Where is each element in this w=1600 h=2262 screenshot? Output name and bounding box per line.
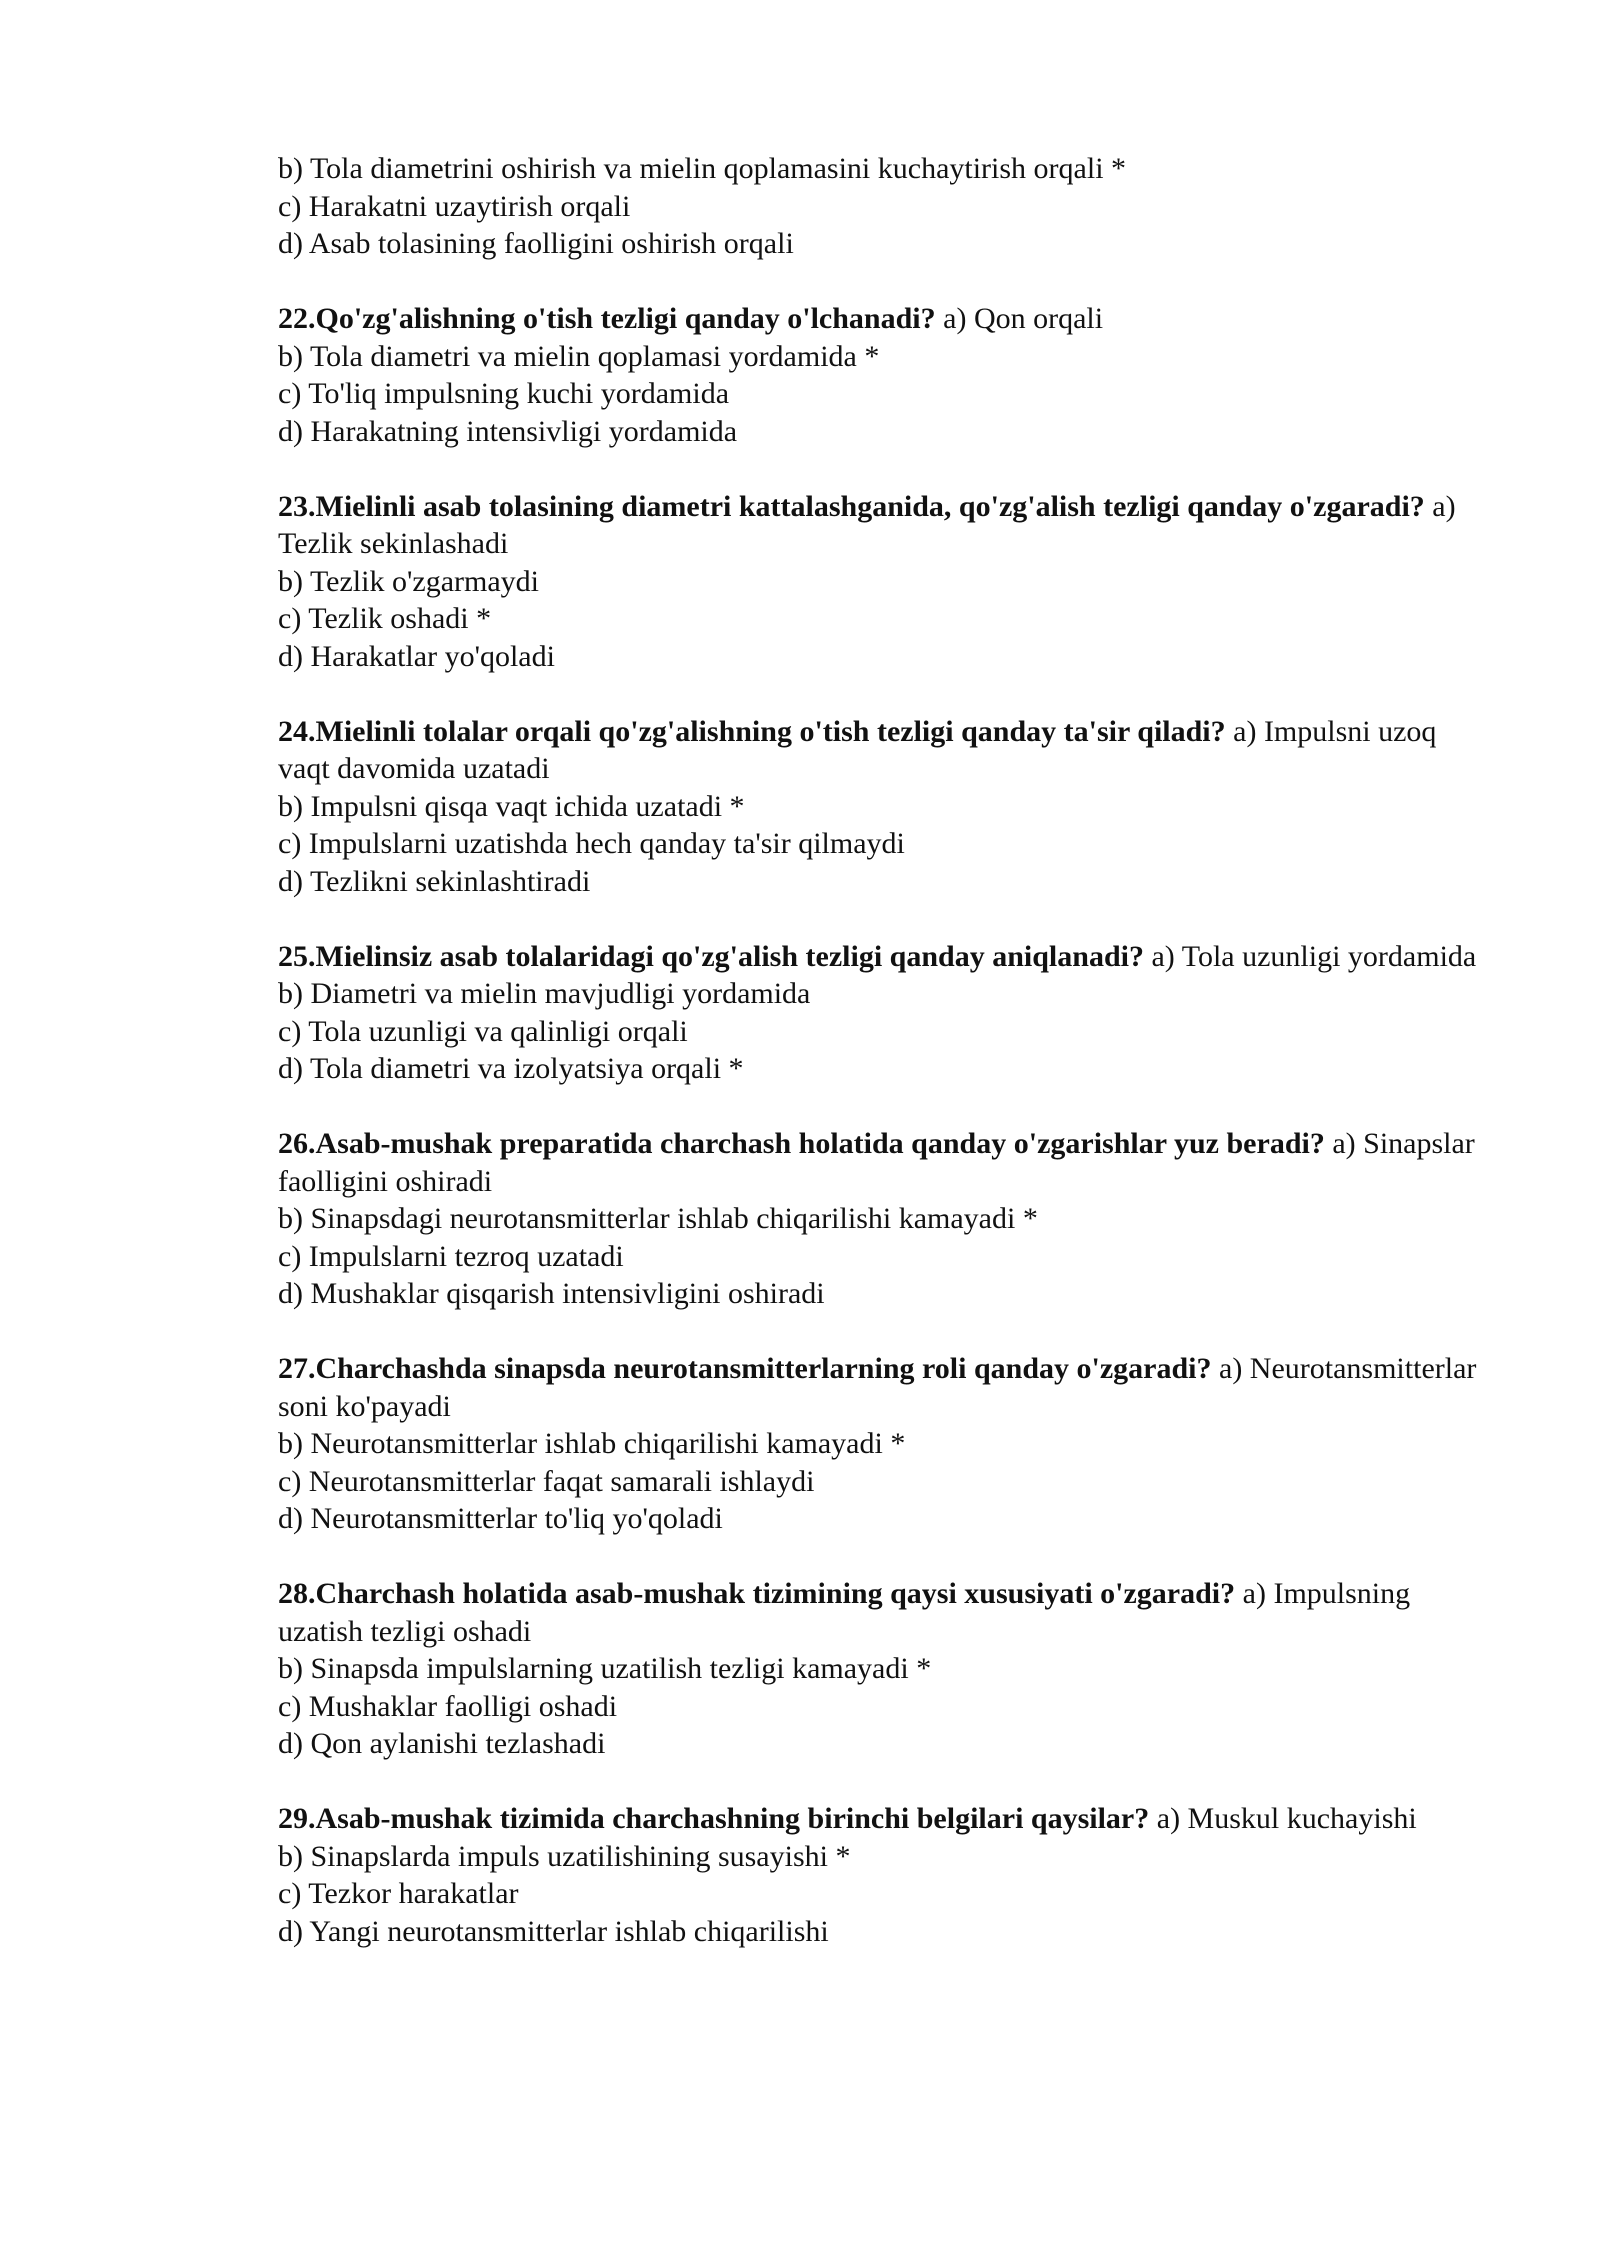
option-a: a) Qon orqali xyxy=(943,302,1104,335)
option-d: d) Harakatning intensivligi yordamida xyxy=(278,414,738,448)
option-a: a) Neurotansmitterlar soni ko'payadi xyxy=(278,1352,1477,1423)
question-stem xyxy=(278,1350,1478,1425)
question-text: Asab-mushak preparatida charchash holatida qanday o'zgarishlar yuz beradi? xyxy=(315,1127,1325,1160)
question-24 xyxy=(278,713,1478,901)
question-stem xyxy=(278,1125,1478,1200)
question-text: Mielinsiz asab tolalaridagi qo'zg'alish tezligi qanday aniqlanadi? xyxy=(315,939,1144,973)
question-27 xyxy=(278,1350,1478,1538)
option-a: a) Impulsning uzatish tezligi oshadi xyxy=(278,1577,1411,1648)
option-b: b) Sinapsda impulslarning uzatilish tezligi kamayadi * xyxy=(278,1652,932,1685)
option-d: d) Harakatlar yo'qoladi xyxy=(278,639,555,673)
question-25 xyxy=(278,938,1478,1088)
option-c: c) Impulslarni uzatishda hech qanday ta'sir qilmaydi xyxy=(278,827,905,860)
option-c: c) Mushaklar faolligi oshadi xyxy=(278,1689,618,1723)
question-number: 25. xyxy=(278,939,316,973)
option-b: b) Neurotansmitterlar ishlab chiqarilishi kamayadi * xyxy=(278,1427,906,1460)
question-number: 24. xyxy=(278,714,316,748)
question-stem xyxy=(278,713,1478,788)
question-number: 28. xyxy=(278,1577,316,1610)
option-b: b) Sinapslarda impuls uzatilishining susayishi * xyxy=(278,1839,851,1873)
option-c: c) Harakatni uzaytirish orqali xyxy=(278,189,631,223)
question-22 xyxy=(278,300,1478,450)
option-b: b) Sinapsdagi neurotansmitterlar ishlab chiqarilishi kamayadi * xyxy=(278,1202,1038,1235)
question-number: 27. xyxy=(278,1352,316,1385)
question-text: Charchash holatida asab-mushak tizimining qaysi xususiyati o'zgaradi? xyxy=(315,1577,1236,1610)
option-a: a) Tezlik sekinlashadi xyxy=(278,489,1456,560)
option-c: c) Tezlik oshadi * xyxy=(278,602,492,635)
option-a: a) Muskul kuchayishi xyxy=(1156,1802,1417,1835)
option-d: d) Yangi neurotansmitterlar ishlab chiqarilishi xyxy=(278,1914,829,1948)
option-d: d) Mushaklar qisqarish intensivligini oshiradi xyxy=(278,1277,825,1310)
question-23 xyxy=(278,488,1478,676)
question-number: 22. xyxy=(278,302,316,335)
option-a: a) Tola uzunligi yordamida xyxy=(1151,939,1477,973)
question-stem xyxy=(278,1800,1478,1838)
document-page xyxy=(278,150,1478,1950)
option-b: b) Tezlik o'zgarmaydi xyxy=(278,564,539,598)
option-b: b) Diametri va mielin mavjudligi yordamida xyxy=(278,977,811,1010)
question-text: Charchashda sinapsda neurotansmitterlarning roli qanday o'zgaradi? xyxy=(315,1352,1212,1385)
question-text: Mielinli tolalar orqali qo'zg'alishning o'tish tezligi qanday ta'sir qiladi? xyxy=(315,714,1226,748)
question-number: 26. xyxy=(278,1127,316,1160)
option-b: b) Tola diametrini oshirish va mielin qoplamasini kuchaytirish orqali * xyxy=(278,152,1127,185)
question-stem xyxy=(278,300,1478,338)
question-stem xyxy=(278,938,1478,976)
question-29 xyxy=(278,1800,1478,1950)
option-d: d) Qon aylanishi tezlashadi xyxy=(278,1727,606,1760)
option-d: d) Tola diametri va izolyatsiya orqali * xyxy=(278,1052,744,1085)
option-a: a) Impulsni uzoq vaqt davomida uzatadi xyxy=(278,714,1437,785)
question-text: Mielinli asab tolasining diametri kattalashganida, qo'zg'alish tezligi qanday o'zgaradi? xyxy=(315,489,1425,523)
question-26 xyxy=(278,1125,1478,1313)
option-b: b) Tola diametri va mielin qoplamasi yordamida * xyxy=(278,339,880,373)
question-number: 23. xyxy=(278,489,316,523)
option-c: c) Neurotansmitterlar faqat samarali ishlaydi xyxy=(278,1464,815,1498)
question-text: Qo'zg'alishning o'tish tezligi qanday o'lchanadi? xyxy=(315,302,936,335)
option-b: b) Impulsni qisqa vaqt ichida uzatadi * xyxy=(278,789,745,823)
option-c: c) Tezkor harakatlar xyxy=(278,1877,519,1910)
question-text: Asab-mushak tizimida charchashning birinchi belgilari qaysilar? xyxy=(315,1802,1150,1835)
option-d: d) Tezlikni sekinlashtiradi xyxy=(278,864,591,898)
question-number: 29. xyxy=(278,1802,316,1835)
question-28 xyxy=(278,1575,1478,1763)
option-d: d) Asab tolasining faolligini oshirish orqali xyxy=(278,227,794,260)
option-d: d) Neurotansmitterlar to'liq yo'qoladi xyxy=(278,1502,723,1535)
option-c: c) To'liq impulsning kuchi yordamida xyxy=(278,377,730,410)
option-c: c) Impulslarni tezroq uzatadi xyxy=(278,1239,624,1273)
option-c: c) Tola uzunligi va qalinligi orqali xyxy=(278,1014,688,1048)
option-a: a) Sinapslar faolligini oshiradi xyxy=(278,1127,1475,1198)
continued-options-block xyxy=(278,150,1478,263)
question-stem xyxy=(278,488,1478,563)
question-stem xyxy=(278,1575,1478,1650)
